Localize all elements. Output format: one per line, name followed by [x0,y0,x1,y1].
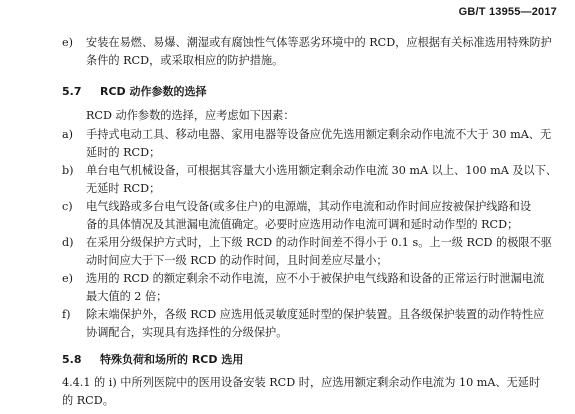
list-item-label: b) [62,164,74,177]
intro-paragraph: RCD 动作参数的选择，应考虑如下因素： [86,109,295,122]
section-title: RCD 动作参数的选择 [100,85,207,98]
section-title: 特殊负荷和场所的 RCD 选用 [100,353,244,366]
list-item-label: a) [62,128,74,141]
section-heading-5-8 [62,351,243,367]
list-item-text-line: 安装在易燃、易爆、潮湿或有腐蚀性气体等恶劣环境中的 RCD，应根据有关标准选用特殊防护 [86,36,552,49]
paragraph-text-line: 4.4.1 的 i) 中所列医院中的医用设备安装 RCD 时，应选用额定剩余动作电流为 10 mA、无延时 [62,376,541,389]
list-item-text-line: 动时间应大于下一级 RCD 的动作时间，且时间差应尽量小； [86,254,388,267]
list-item-label: f) [62,308,71,321]
list-item-text-line: 选用的 RCD 的额定剩余不动作电流，应不小于被保护电气线路和设备的正常运行时泄漏电流 [86,272,545,285]
section-heading-5-7 [62,83,207,99]
list-item-text-line: 最大值的 2 倍； [86,290,168,303]
list-item-text-line: 手持式电动工具、移动电器、家用电器等设备应优先选用额定剩余动作电流不大于 30 mA、无 [86,128,552,141]
paragraph-text-line: 的 RCD。 [62,394,114,407]
section-number: 5.7 [62,85,82,98]
list-item-text-line: 备的具体情况及其泄漏电流值确定。必要时应选用动作电流可调和延时动作型的 RCD； [86,218,519,231]
list-item-label: d) [62,236,74,249]
list-item-label: e) [62,36,73,49]
list-item-label: c) [62,200,73,213]
list-item-text-line: 条件的 RCD，或采取相应的防护措施。 [86,54,284,67]
list-item-label: e) [62,272,73,285]
list-item-text-line: 电气线路或多台电气设备(或多住户)的电源端，其动作电流和动作时间应按被保护线路和设 [86,200,532,213]
list-item-text-line: 除末端保护外，各级 RCD 应选用低灵敏度延时型的保护装置。且各级保护装置的动作特性应 [86,308,545,321]
list-item-text-line: 单台电气机械设备，可根据其容量大小选用额定剩余动作电流 30 mA 以上、100 mA 及以下、 [86,164,558,177]
section-number: 5.8 [62,353,82,366]
list-item-text-line: 延时的 RCD； [86,146,161,159]
list-item-text-line: 在采用分级保护方式时，上下级 RCD 的动作时间差不得小于 0.1 s。上一级 RCD 的极限不驱 [86,236,552,249]
list-item-text-line: 协调配合，实现具有选择性的分级保护。 [86,326,288,339]
list-item-text-line: 无延时 RCD； [86,182,161,195]
standard-code-header: GB/T 13955—2017 [458,6,557,18]
